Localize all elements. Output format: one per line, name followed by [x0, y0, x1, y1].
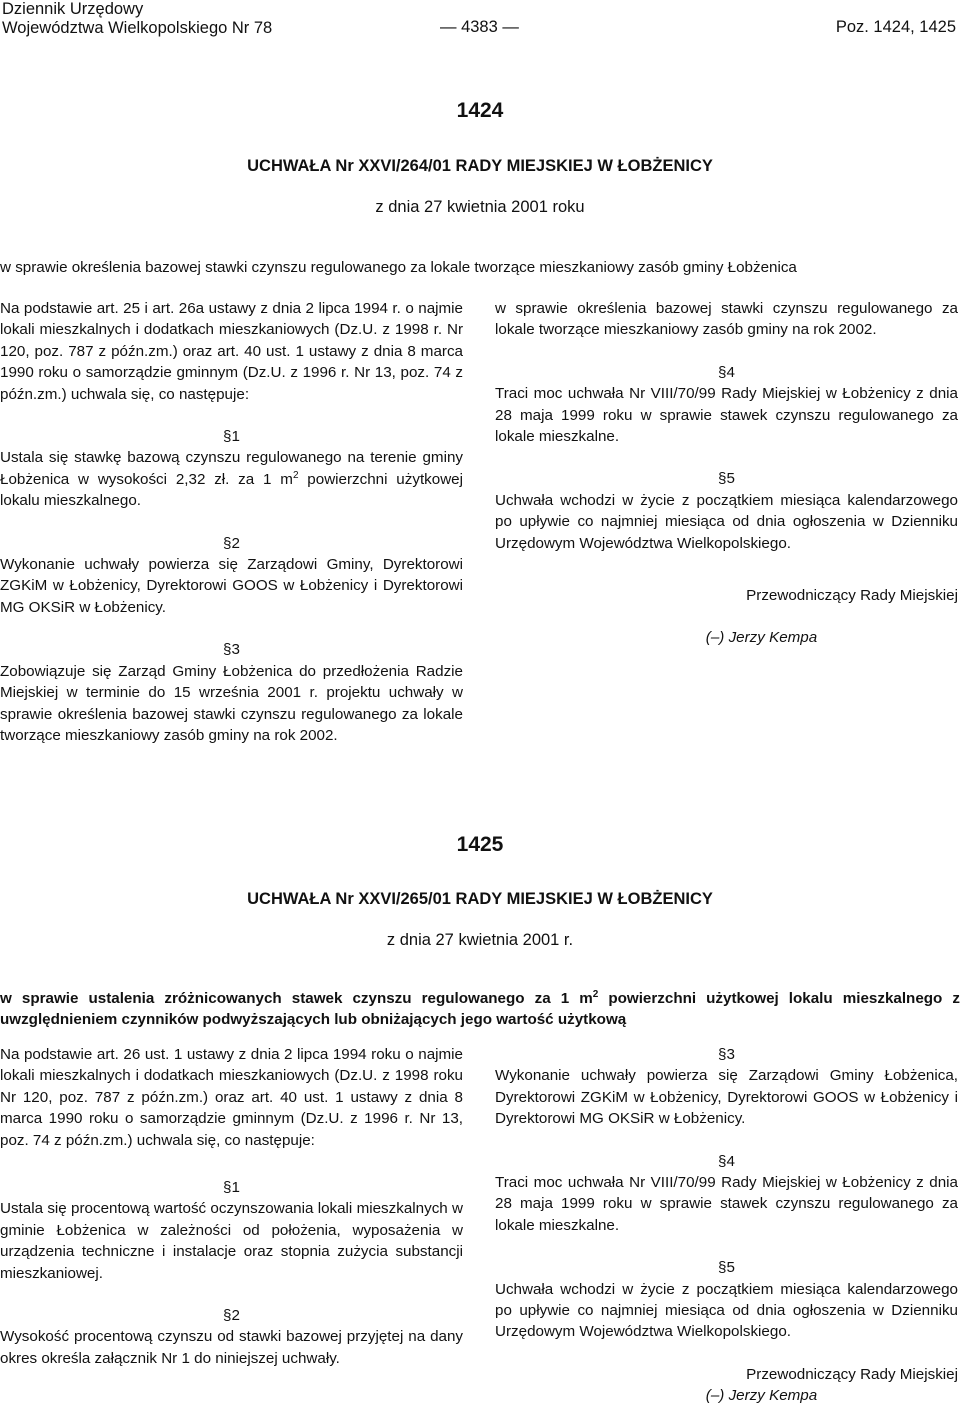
act2-section5-text: Uchwała wchodzi w życie z początkiem miesiąca kalendarzowego po upływie co najmniej miesiąca od dnia ogłoszenia w Dzienniku Urzędowym Województwa Wielkopolskiego.	[495, 1280, 958, 1341]
act1-section1-label: §1	[223, 428, 240, 446]
act2-right-column	[495, 1044, 958, 1407]
act1-signature-name: (–) Jerzy Kempa	[705, 629, 818, 647]
journal-title	[2, 0, 272, 38]
act1-subject: w sprawie określenia bazowej stawki czynszu regulowanego za lokale tworzące mieszkaniowy zasób gminy Łobżenica	[0, 259, 797, 276]
act2-subject-b: powierzchni użytkowej lokalu mieszkalnego z uwzględnieniem czynników podwyższających lub obniżających jego wartość użytkową	[0, 990, 960, 1029]
act2-section1-label: §1	[223, 1179, 240, 1197]
act1-title: UCHWAŁA Nr XXVI/264/01 RADY MIEJSKIEJ W ŁOBŻENICY	[247, 157, 713, 175]
act2-section3-text: Wykonanie uchwały powierza się Zarządowi Gminy Łobżenica, Dyrektorowi ZGKiM w Łobżenicy, Dyrektorowi GOOS w Łobżenicy i Dyrektorowi MG OKSiR w Łobżenicy.	[495, 1067, 958, 1128]
act2-section3-label: §3	[718, 1046, 735, 1063]
act2-subject-sup: 2	[592, 989, 599, 1000]
act2-section2-label: §2	[223, 1307, 240, 1325]
act2-title: UCHWAŁA Nr XXVI/265/01 RADY MIEJSKIEJ W ŁOBŻENICY	[247, 890, 713, 908]
page-header	[0, 0, 960, 40]
act2-subject	[0, 988, 960, 1031]
position-number: Poz. 1424, 1425	[835, 18, 956, 36]
page-number: — 4383 —	[440, 18, 519, 36]
act1-section4-text: Traci moc uchwała Nr VIII/70/99 Rady Miejskiej w Łobżenicy z dnia 28 maja 1999 roku w sprawie stawek czynszu regulowanego za lokale mieszkalne.	[495, 385, 958, 446]
act1-signature-role: Przewodniczący Rady Miejskiej	[746, 587, 958, 605]
act1-right-column	[495, 298, 958, 649]
act2-left-column	[0, 1044, 463, 1369]
act2-signature-name: (–) Jerzy Kempa	[705, 1387, 818, 1405]
act1-number: 1424	[456, 99, 504, 122]
act1-date: z dnia 27 kwietnia 2001 roku	[375, 198, 585, 216]
act2-number: 1425	[456, 833, 504, 856]
act1-section2-text: Wykonanie uchwały powierza się Zarządowi Gminy, Dyrektorowi ZGKiM w Łobżenicy, Dyrektorowi GOOS w Łobżenicy i Dyrektorowi MG OKSiR w Łobżenicy.	[0, 556, 463, 616]
act2-subject-a: w sprawie ustalenia zróżnicowanych stawek czynszu regulowanego za 1 m	[0, 990, 593, 1007]
act1-section3-continuation: w sprawie określenia bazowej stawki czynszu regulowanego za lokale tworzące mieszkaniowy zasób gminy na rok 2002.	[495, 300, 958, 339]
act2-section5-label: §5	[718, 1259, 735, 1277]
act1-section3-label: §3	[223, 641, 240, 659]
journal-title-line1: Dziennik Urzędowy	[2, 0, 144, 18]
act1-section5-label: §5	[718, 470, 735, 488]
act1-section2-label: §2	[223, 534, 240, 552]
act1-section4-label: §4	[718, 363, 735, 381]
journal-title-line2: Województwa Wielkopolskiego Nr 78	[2, 19, 273, 37]
act1-left-column	[0, 298, 463, 744]
act1-section1-text-a: Ustala się stawkę bazową czynszu regulowanego na terenie gminy Łobżenica w wysokości 2,32 zł. za 1 m	[0, 449, 463, 488]
act2-section2-text: Wysokość procentową czynszu od stawki bazowej przyjętej na dany okres określa załącznik Nr 1 do niniejszej uchwały.	[0, 1328, 463, 1367]
act2-date: z dnia 27 kwietnia 2001 r.	[386, 931, 574, 949]
act1-section5-text: Uchwała wchodzi w życie z początkiem miesiąca kalendarzowego po upływie co najmniej miesiąca od dnia ogłoszenia w Dzienniku Urzędowym Województwa Wielkopolskiego.	[495, 491, 958, 552]
act2-signature-role: Przewodniczący Rady Miejskiej	[746, 1365, 958, 1383]
act1-section1-sup: 2	[292, 469, 299, 481]
act1-section3-text	[0, 661, 463, 744]
act2-section4-text: Traci moc uchwała Nr VIII/70/99 Rady Miejskiej w Łobżenicy z dnia 28 maja 1999 roku w sprawie stawek czynszu regulowanego za lokale mieszkalne.	[495, 1174, 958, 1234]
act2-section4-label: §4	[718, 1152, 735, 1170]
act1-preamble: Na podstawie art. 25 i art. 26a ustawy z dnia 2 lipca 1994 r. o najmie lokali mieszkalnych i dodatkach mieszkaniowych (Dz.U. z 1998 r. Nr 120, poz. 787 z późn.zm.) oraz art. 40 ust. 1 ustawy z dnia 8 marca 1990 roku o samorządzie gminnym (Dz.U. z 1996 r. Nr 13, poz. 74 z późn.zm.) uchwala się, co następuje:	[0, 300, 463, 403]
act2-section1-text: Ustala się procentową wartość oczynszowania lokali mieszkalnych w gminie Łobżenica w zależności od położenia, wyposażenia w urządzenia techniczne i instalacje oraz stopnia zużycia substancji mieszkaniowej.	[0, 1200, 463, 1282]
act2-preamble: Na podstawie art. 26 ust. 1 ustawy z dnia 2 lipca 1994 roku o najmie lokali mieszkalnych i dodatkach mieszkaniowych (Dz.U. z 1998 roku Nr 120, poz. 787 z późn.zm.) oraz art. 40 ust. 1 ustawy z dnia 8 marca 1990 roku o samorządzie gminnym (Dz.U. z 1996 r. Nr 13, poz. 74 z późn.zm.) uchwala się, co następuje:	[0, 1046, 463, 1149]
act1-section1-text-b: powierzchni użytkowej lokalu mieszkalnego.	[0, 470, 463, 510]
act1-section3-text-span: Zobowiązuje się Zarząd Gminy Łobżenica do przedłożenia Radzie Miejskiej w terminie do 15 września 2001 r. projektu uchwały w sprawie określenia bazowej stawki czynszu regulowanego za lokale tworzące mieszkaniowy zasób gminy na rok 2002.	[0, 662, 463, 744]
act1-section1-text	[0, 447, 463, 511]
